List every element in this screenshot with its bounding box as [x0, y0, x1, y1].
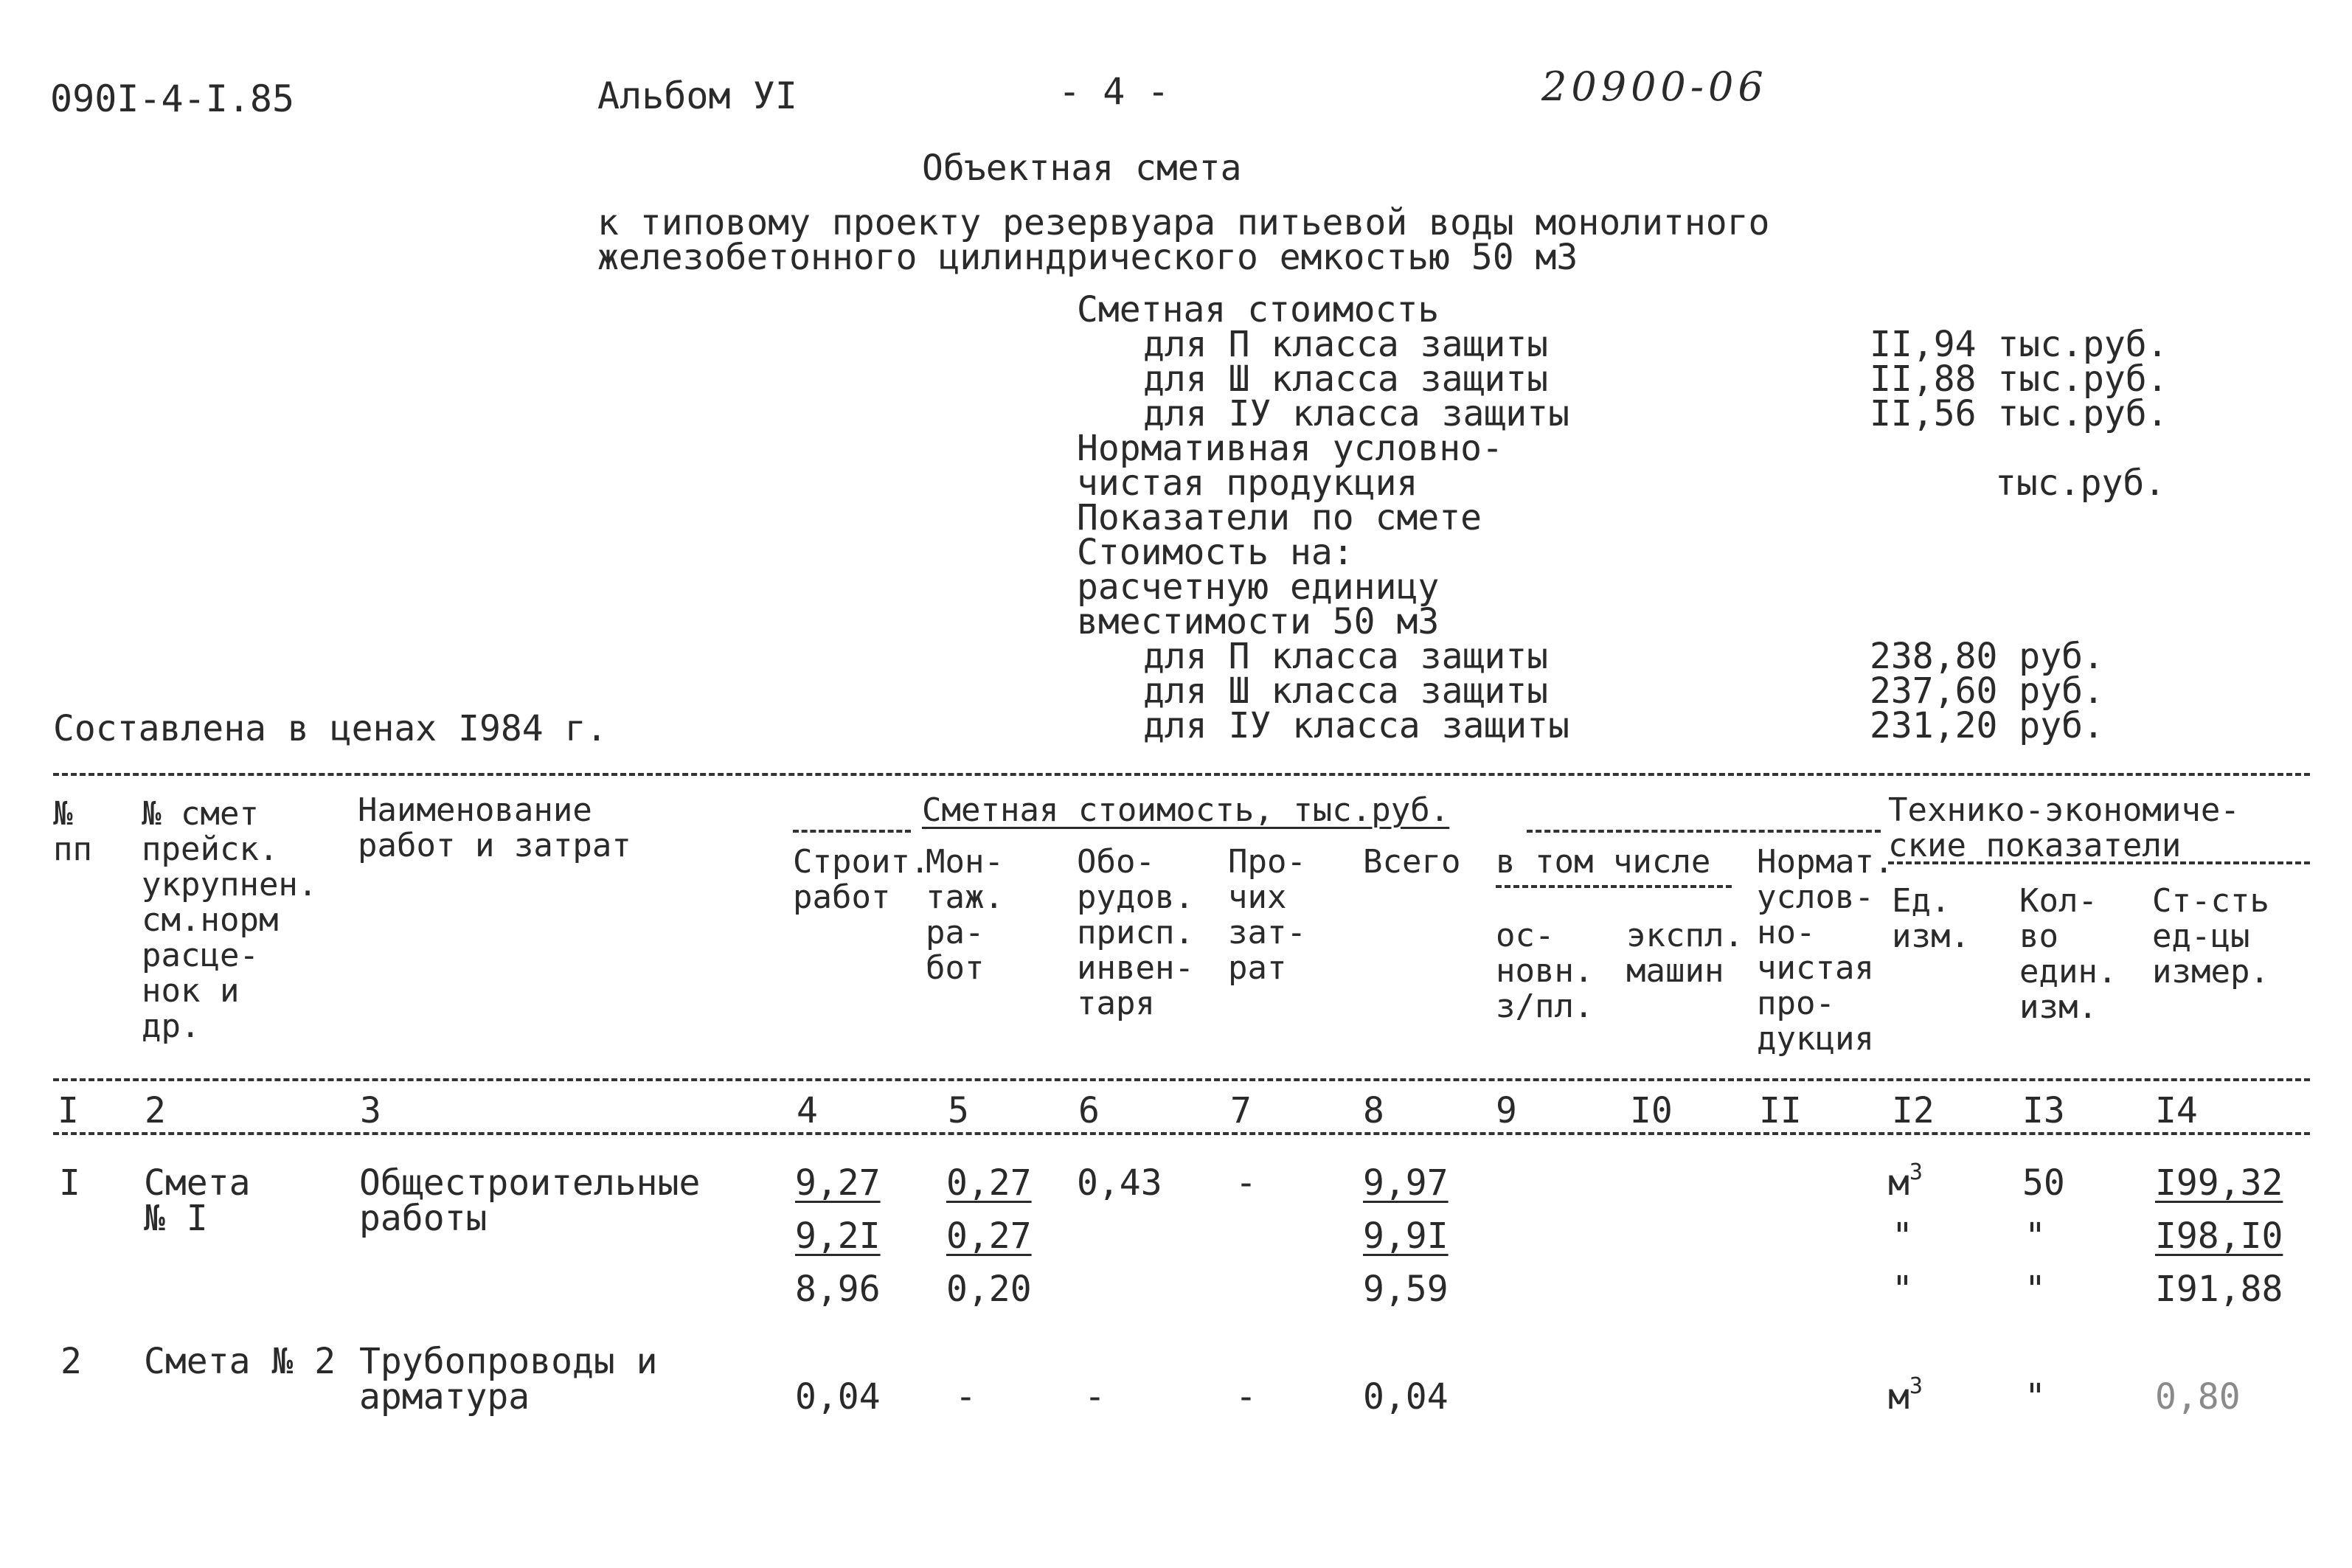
row-unit-cost: I98,I0: [2155, 1215, 2283, 1257]
col-group-cost: Сметная стоимость, тыс.руб.: [922, 791, 1450, 829]
row-total-cost: 0,04: [1363, 1376, 1449, 1418]
row-quantity: ": [2025, 1269, 2046, 1310]
col-header-machines: экспл. машин: [1626, 917, 1744, 990]
row-work-name: Трубопроводы и арматура: [359, 1341, 658, 1418]
col-header-in-that: в том числе: [1496, 843, 1711, 881]
row-quantity: 50: [2022, 1162, 2065, 1204]
column-number: 2: [145, 1090, 166, 1131]
column-number: II: [1759, 1090, 1802, 1131]
row-unit: ": [1892, 1269, 1913, 1310]
unit-class4-value: 231,20 руб.: [1870, 705, 2104, 746]
class4-label: для IУ класса защиты: [1143, 393, 1569, 434]
prices-note: Составлена в ценах I984 г.: [53, 708, 608, 749]
norm-label-2: чистая продукция: [1077, 462, 1418, 504]
row-number: 2: [60, 1341, 82, 1382]
col-header-salary: ос- новн. з/пл.: [1496, 917, 1594, 1025]
row-unit-cost: I99,32: [2155, 1162, 2283, 1204]
indicators-label: Показатели по смете: [1077, 497, 1482, 538]
unit-class3-label: для Ш класса защиты: [1143, 670, 1549, 712]
col-header-qty: Кол- во един. изм.: [2019, 882, 2117, 1026]
row-unit-cost: 0,80: [2155, 1376, 2241, 1418]
unit-class2-label: для П класса защиты: [1143, 636, 1549, 677]
row-quantity: ": [2025, 1376, 2046, 1418]
col-header-total: Всего: [1363, 843, 1461, 881]
title-line-2: железобетонного цилиндрического емкостью 50 м3: [597, 237, 1578, 278]
col-header-unit-cost: Ст-сть ед-цы измер.: [2152, 882, 2269, 991]
column-number: I3: [2022, 1090, 2065, 1131]
page-number: - 4 -: [1058, 70, 1170, 113]
row-mount-cost: 0,27: [946, 1215, 1032, 1257]
col-header-equip: Обо- рудов. присп. инвен- таря: [1077, 843, 1194, 1022]
norm-value: тыс.руб.: [1995, 462, 2166, 504]
column-number: I4: [2155, 1090, 2198, 1131]
unit-label-1: расчетную единицу: [1077, 566, 1440, 608]
tech-group-rule: [1888, 861, 2310, 864]
row-equip-cost: -: [1084, 1376, 1106, 1418]
cost-group-left-rule: [793, 830, 911, 833]
title-line-1: к типовому проекту резервуара питьевой воды монолитного: [597, 202, 1770, 243]
table-top-rule: [53, 773, 2310, 776]
in-that-rule: [1496, 885, 1732, 888]
row-total-cost: 9,9I: [1363, 1215, 1449, 1257]
class4-value: II,56 тыс.руб.: [1870, 393, 2168, 434]
row-build-cost: 8,96: [795, 1269, 881, 1310]
row-build-cost: 9,27: [795, 1162, 881, 1204]
row-work-name: Общестроительные работы: [359, 1162, 701, 1239]
column-number: I2: [1892, 1090, 1935, 1131]
handwritten-doc-number: 20900-06: [1541, 63, 1768, 110]
norm-label-1: Нормативная условно-: [1077, 428, 1503, 469]
column-number: 4: [797, 1090, 818, 1131]
col-header-name: Наименование работ и затрат: [358, 791, 631, 864]
col-header-num: № пп: [53, 795, 92, 868]
column-number: 7: [1230, 1090, 1252, 1131]
row-estimate: Смета № I: [144, 1162, 251, 1239]
row-equip-cost: 0,43: [1077, 1162, 1162, 1204]
col-header-build: Строит. работ: [793, 843, 930, 916]
unit-class3-value: 237,60 руб.: [1870, 670, 2104, 712]
column-numbers-rule: [53, 1132, 2310, 1135]
page-title: Объектная смета: [922, 148, 1242, 189]
class2-label: для П класса защиты: [1143, 324, 1549, 365]
col-header-mount: Мон- таж. ра- бот: [926, 843, 1004, 987]
unit-class4-label: для IУ класса защиты: [1143, 705, 1569, 746]
col-header-unit: Ед. изм.: [1892, 882, 1970, 955]
column-number: 8: [1363, 1090, 1384, 1131]
col-header-estimate: № смет прейск. укрупнен. см.норм расце- нок и др.: [142, 795, 318, 1045]
album-label: Альбом УI: [597, 74, 797, 117]
unit-class2-value: 238,80 руб.: [1870, 636, 2104, 677]
column-number: 6: [1078, 1090, 1100, 1131]
column-number: I: [58, 1090, 79, 1131]
column-number: 5: [948, 1090, 969, 1131]
unit-label-2: вместимости 50 м3: [1077, 601, 1440, 642]
class3-label: для Ш класса защиты: [1143, 358, 1549, 400]
row-build-cost: 0,04: [795, 1376, 881, 1418]
row-other-cost: -: [1235, 1162, 1257, 1204]
cost-on-label: Стоимость на:: [1077, 532, 1354, 573]
row-mount-cost: -: [955, 1376, 976, 1418]
class3-value: II,88 тыс.руб.: [1870, 358, 2168, 400]
row-number: I: [59, 1162, 80, 1204]
row-estimate: Смета № 2: [144, 1341, 336, 1382]
col-header-other: Про- чих зат- рат: [1228, 843, 1306, 987]
row-other-cost: -: [1235, 1376, 1257, 1418]
column-number: 3: [360, 1090, 381, 1131]
column-number: 9: [1496, 1090, 1517, 1131]
col-group-tech: Технико-экономиче- ские показатели: [1888, 791, 2240, 864]
column-number: I0: [1630, 1090, 1673, 1131]
cost-group-right-rule: [1527, 830, 1881, 833]
cost-heading: Сметная стоимость: [1077, 289, 1440, 330]
row-total-cost: 9,59: [1363, 1269, 1449, 1310]
document-code: 090I-4-I.85: [50, 77, 295, 120]
row-unit: ": [1892, 1215, 1913, 1257]
row-mount-cost: 0,20: [946, 1269, 1032, 1310]
row-total-cost: 9,97: [1363, 1162, 1449, 1204]
row-mount-cost: 0,27: [946, 1162, 1032, 1204]
col-header-norm-product: Нормат. услов- но- чистая про- дукция: [1757, 843, 1894, 1058]
row-quantity: ": [2025, 1215, 2046, 1257]
row-build-cost: 9,2I: [795, 1215, 881, 1257]
row-unit-cost: I91,88: [2155, 1269, 2283, 1310]
row-unit: $м^3$: [1888, 1159, 1923, 1204]
class2-value: II,94 тыс.руб.: [1870, 324, 2168, 365]
row-unit: $м^3$: [1888, 1373, 1923, 1418]
header-bottom-rule: [53, 1078, 2310, 1081]
